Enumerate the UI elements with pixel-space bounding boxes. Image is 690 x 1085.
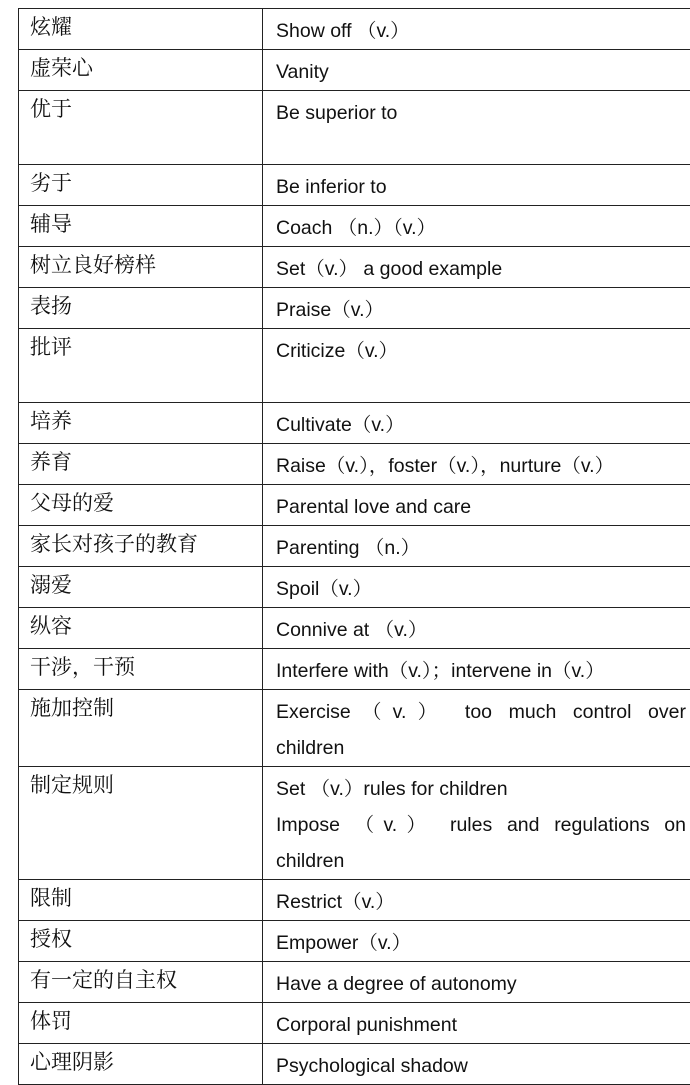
english-translation-line: Be inferior to [276, 169, 686, 205]
english-translation-cell [263, 9, 690, 50]
chinese-term-cell: 施加控制 [19, 690, 263, 767]
english-translation-line: Impose （v.） rules and regulations on [276, 807, 686, 843]
english-translation-cell [263, 444, 690, 485]
chinese-term-cell: 制定规则 [19, 767, 263, 880]
vocabulary-table-body [19, 9, 690, 1085]
chinese-term-cell: 纵容 [19, 608, 263, 649]
english-translation-cell [263, 526, 690, 567]
english-translation-line: Cultivate（v.） [276, 407, 686, 443]
table-row [19, 567, 690, 608]
chinese-term-cell: 有一定的自主权 [19, 962, 263, 1003]
table-row [19, 767, 690, 880]
table-row [19, 206, 690, 247]
english-translation-line: Restrict（v.） [276, 884, 686, 920]
table-row [19, 608, 690, 649]
table-row [19, 526, 690, 567]
chinese-term-cell: 炫耀 [19, 9, 263, 50]
english-translation-cell [263, 608, 690, 649]
table-row [19, 1003, 690, 1044]
english-translation-cell [263, 649, 690, 690]
english-translation-line: Vanity [276, 54, 686, 90]
english-translation-cell [263, 767, 690, 880]
english-translation-line: Corporal punishment [276, 1007, 686, 1043]
english-translation-line: Exercise（v.） too much control over [276, 694, 686, 730]
chinese-term-cell: 授权 [19, 921, 263, 962]
english-translation-line: Be superior to [276, 95, 686, 131]
english-translation-line: Show off （v.） [276, 13, 686, 49]
english-translation-line: Psychological shadow [276, 1048, 686, 1084]
table-row [19, 403, 690, 444]
table-row [19, 962, 690, 1003]
english-translation-cell [263, 567, 690, 608]
chinese-term-cell: 虚荣心 [19, 50, 263, 91]
chinese-term-cell: 表扬 [19, 288, 263, 329]
table-row [19, 247, 690, 288]
table-row [19, 91, 690, 165]
english-translation-line: Have a degree of autonomy [276, 966, 686, 1002]
chinese-term-cell: 辅导 [19, 206, 263, 247]
english-translation-line: children [276, 730, 686, 766]
english-translation-cell [263, 485, 690, 526]
table-row [19, 444, 690, 485]
vocabulary-table [18, 8, 690, 1085]
english-translation-line: Parental love and care [276, 489, 686, 525]
chinese-term-cell: 溺爱 [19, 567, 263, 608]
english-translation-cell [263, 288, 690, 329]
english-translation-cell [263, 962, 690, 1003]
english-translation-line: Spoil（v.） [276, 571, 686, 607]
chinese-term-cell: 养育 [19, 444, 263, 485]
table-row [19, 288, 690, 329]
english-translation-cell [263, 206, 690, 247]
english-translation-line: Connive at （v.） [276, 612, 686, 648]
table-row [19, 329, 690, 403]
english-translation-cell [263, 921, 690, 962]
chinese-term-cell: 优于 [19, 91, 263, 165]
english-translation-line: Criticize（v.） [276, 333, 686, 369]
table-row [19, 1044, 690, 1085]
english-translation-cell [263, 91, 690, 165]
english-translation-line: Set（v.） a good example [276, 251, 686, 287]
english-translation-line: Coach （n.）（v.） [276, 210, 686, 246]
table-row [19, 50, 690, 91]
chinese-term-cell: 劣于 [19, 165, 263, 206]
table-row [19, 921, 690, 962]
table-row [19, 880, 690, 921]
chinese-term-cell: 限制 [19, 880, 263, 921]
english-translation-cell [263, 1003, 690, 1044]
chinese-term-cell: 干涉，干预 [19, 649, 263, 690]
english-translation-line: Parenting （n.） [276, 530, 686, 566]
english-translation-line: Set （v.）rules for children [276, 771, 686, 807]
english-translation-cell [263, 1044, 690, 1085]
table-row [19, 165, 690, 206]
chinese-term-cell: 批评 [19, 329, 263, 403]
chinese-term-cell: 树立良好榜样 [19, 247, 263, 288]
chinese-term-cell: 培养 [19, 403, 263, 444]
table-row [19, 690, 690, 767]
english-translation-line: children [276, 843, 686, 879]
table-row [19, 485, 690, 526]
english-translation-cell [263, 403, 690, 444]
english-translation-line: Interfere with（v.）；intervene in（v.） [276, 653, 686, 689]
table-row [19, 9, 690, 50]
chinese-term-cell: 父母的爱 [19, 485, 263, 526]
english-translation-cell [263, 50, 690, 91]
english-translation-cell [263, 880, 690, 921]
english-translation-cell [263, 329, 690, 403]
english-translation-cell [263, 690, 690, 767]
english-translation-line: Raise（v.），foster（v.），nurture（v.） [276, 448, 686, 484]
chinese-term-cell: 体罚 [19, 1003, 263, 1044]
table-row [19, 649, 690, 690]
english-translation-cell [263, 165, 690, 206]
english-translation-line: Praise（v.） [276, 292, 686, 328]
english-translation-line: Empower（v.） [276, 925, 686, 961]
english-translation-cell [263, 247, 690, 288]
chinese-term-cell: 家长对孩子的教育 [19, 526, 263, 567]
chinese-term-cell: 心理阴影 [19, 1044, 263, 1085]
